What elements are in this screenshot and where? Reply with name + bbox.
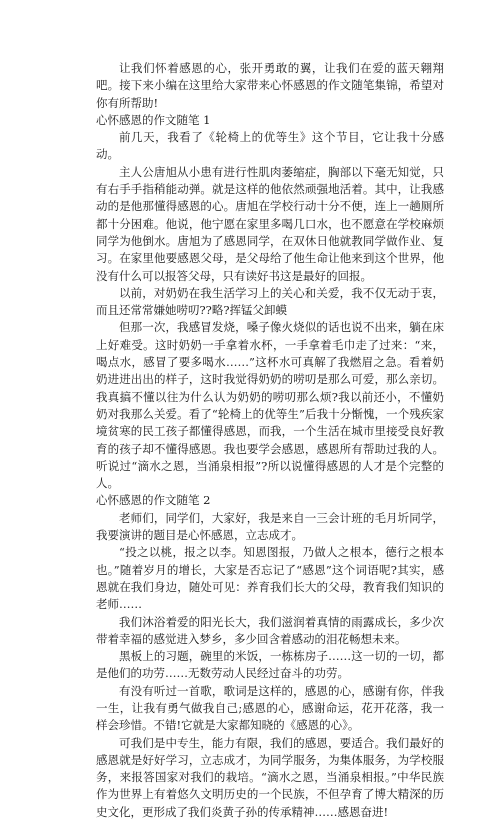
paragraph: 但那一次，我感冒发烧，嗓子像火烧似的话也说不出来，躺在床上好难受。这时奶奶一手拿着水杯，一手拿着毛巾走了过来：“来，喝点水，感冒了要多喝水……”这杯水可真解了我燃眉之急。看着奶奶进进出出的样子，这时我觉得奶奶的唠叨是那么可爱，那么亲切。我真搞不懂以往为什么认为奶奶的唠叨那么烦?我以前还小，不懂奶奶对我那么关爱。看了“轮椅上的优等生”后我十分惭愧，一个残疾家境贫寒的民工孩子都懂得感恩，而我，一个生活在城市里接受良好教育的孩子却不懂得感恩。我也要学会感恩，感恩所有帮助过我的人。听说过“滴水之恩，当涌泉相报”?所以说懂得感恩的人才是个完整的人。 [96,320,444,491]
paragraph: 黑板上的习题，碗里的米饭，一栋栋房子……这一切的一切，都是他们的功劳……无数劳动人民经过奋斗的功劳。 [96,649,444,681]
section-heading-2: 心怀感恩的作文随笔 2 [96,493,211,508]
paragraph: 以前，对奶奶在我生活学习上的关心和关爱，我不仅无动于衷，而且还常常嫌她唠叨??略?挥锰父卸蟆 [96,285,444,318]
paragraph: 可我们是中专生，能力有限，我们的感恩，要适合。我们最好的感恩就是好好学习，立志成才，为同学服务，为集体服务，为学校服务，来报答国家对我们的栽培。“滴水之恩，当涌泉相报。”中华民族作为世界上有着悠久文明历史的一个民族，不但孕育了博大精深的历史文化，更形成了我们炎黄子孙的传承精神……感恩奋进! [96,735,444,819]
intro-paragraph: 让我们怀着感恩的心，张开勇敢的翼，让我们在爱的蓝天翱翔吧。接下来小编在这里给大家带来心怀感恩的作文随笔集锦，希望对你有所帮助! [96,61,444,110]
section-heading-1: 心怀感恩的作文随笔 1 [96,112,211,127]
paragraph: 有没有听过一首歌，歌词是这样的，感恩的心，感谢有你，伴我一生，让我有勇气做我自己;感恩的心，感谢命运，花开花落，我一样会珍惜。不错!它就是大家都知晓的《感恩的心》。 [96,683,444,733]
paragraph: 前几天，我看了《轮椅上的优等生》这个节目，它让我十分感动。 [96,130,444,162]
paragraph: 我们沐浴着爱的阳光长大，我们滋润着真情的雨露成长，多少次带着幸福的感觉进入梦乡，多少回含着感动的泪花畅想未来。 [96,614,444,646]
paragraph: “投之以桃，报之以李。知恩图报，乃做人之根本，德行之根本也。”随着岁月的增长，大家是否忘记了“感恩”这个词语呢?其实，感恩就在我们身边，随处可见：养育我们长大的父母，教育我们知识的老师…… [96,545,444,612]
paragraph: 老师们，同学们，大家好，我是来自一三会计班的毛月圻同学，我要演讲的题目是心怀感恩，立志成才。 [96,510,444,543]
paragraph: 主人公唐旭从小患有进行性肌肉萎缩症，胸部以下毫无知觉，只有右手手指稍能动弹。就是这样的他依然顽强地活着。其中，让我感动的是他那懂得感恩的心。唐旭在学校行动十分不便，连上一趟厕所都十分困难。他说，他宁愿在家里多喝几口水，也不愿意在学校麻烦同学为他倒水。唐旭为了感恩同学，在双休日他就教同学做作业、复习。在家里他要感恩父母，是父母给了他生命让他来到这个世界，他没有什么可以报答父母，只有读好书这是最好的回报。 [96,164,444,283]
